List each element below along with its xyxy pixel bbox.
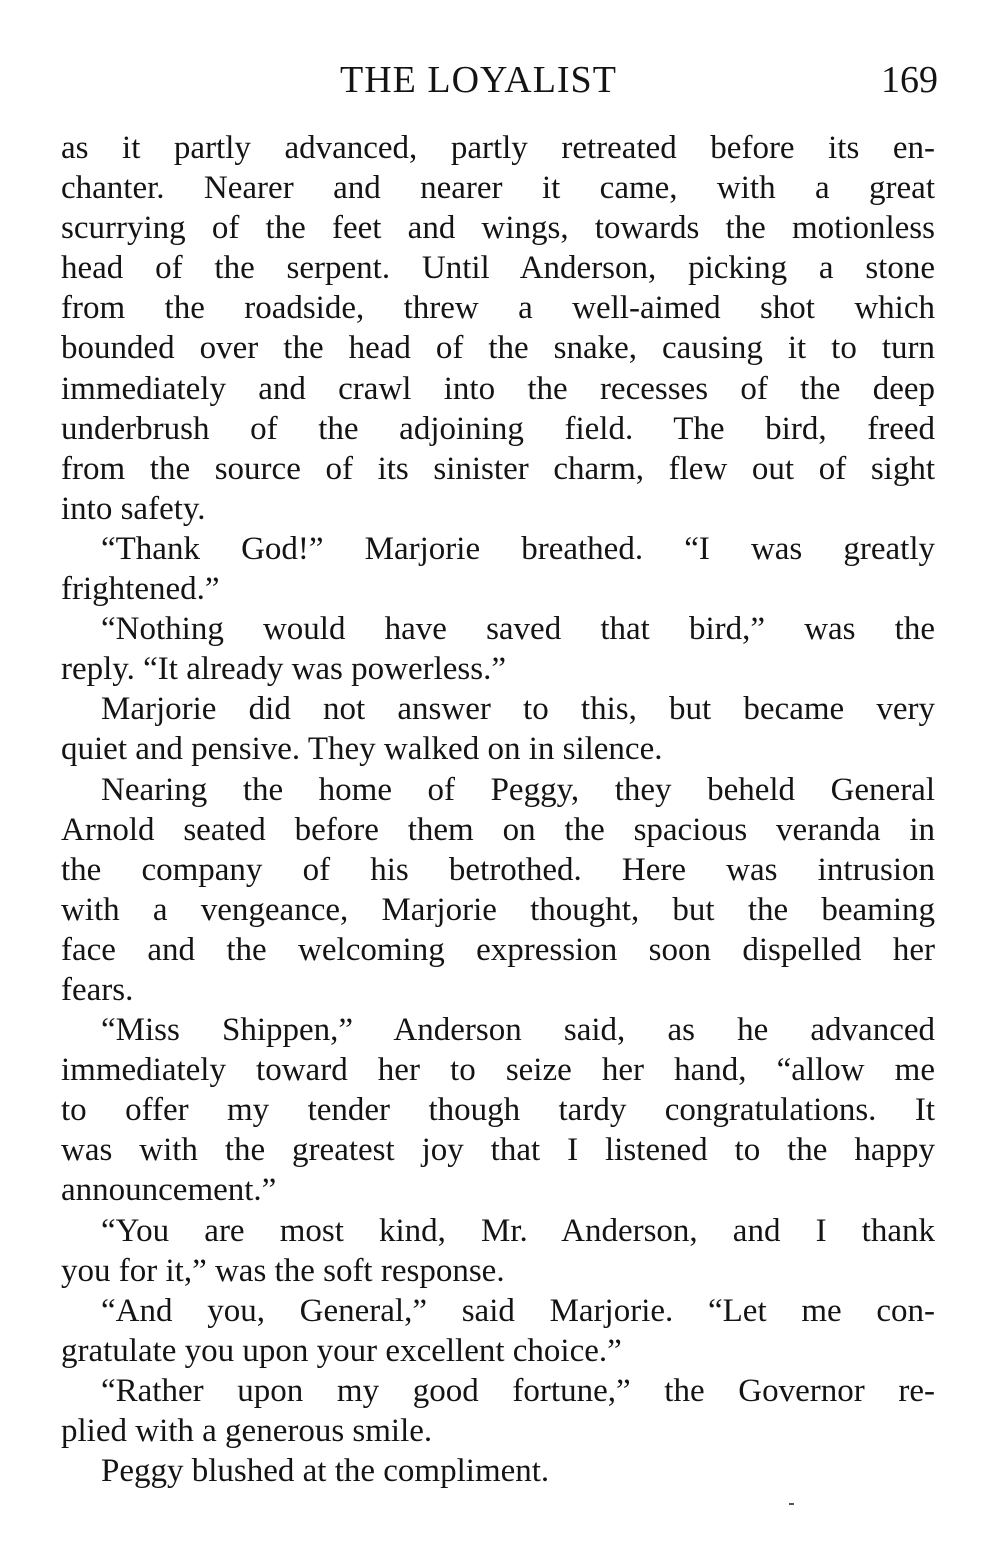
text-line: chanter. Nearer and nearer it came, with a great [61,170,935,207]
text-line: announcement.” [61,1172,277,1209]
running-title: THE LOYALIST [340,59,617,101]
text-line: “Rather upon my good fortune,” the Governor re- [101,1372,935,1409]
text-line: to offer my tender though tardy congratulations. It [61,1092,935,1129]
text-line: immediately and crawl into the recesses of the deep [61,370,935,407]
text-line: “Thank God!” Marjorie breathed. “I was greatly [101,530,935,567]
text-line: “Miss Shippen,” Anderson said, as he advanced [101,1012,935,1049]
text-line: was with the greatest joy that I listened to the happy [61,1132,935,1169]
text-line: from the source of its sinister charm, flew out of sight [61,450,935,487]
page-number: 169 [881,59,938,101]
text-line: face and the welcoming expression soon dispelled her [61,931,935,968]
text-line: “And you, General,” said Marjorie. “Let me con- [101,1292,935,1329]
text-line: bounded over the head of the snake, causing it to turn [61,330,935,367]
text-line: you for it,” was the soft response. [61,1252,505,1289]
text-line: plied with a generous smile. [61,1413,433,1449]
text-line: reply. “It already was powerless.” [61,651,507,688]
text-line: head of the serpent. Until Anderson, picking a stone [61,250,935,287]
text-line: frightened.” [61,571,220,608]
text-line: the company of his betrothed. Here was intrusion [61,851,935,888]
text-line: quiet and pensive. They walked on in silence. [61,731,663,768]
text-line: Arnold seated before them on the spacious veranda in [61,811,935,848]
text-line: underbrush of the adjoining field. The bird, freed [61,410,935,447]
text-line: Peggy blushed at the compliment. [101,1453,550,1490]
text-line: fears. [61,971,134,1008]
text-line: immediately toward her to seize her hand, “allow me [61,1052,935,1089]
text-line: scurrying of the feet and wings, towards the motionless [61,210,935,247]
text-line: Nearing the home of Peggy, they beheld General [101,771,935,808]
text-line: Marjorie did not answer to this, but became very [101,691,935,728]
text-line: gratulate you upon your excellent choice.” [61,1332,622,1369]
text-line: “You are most kind, Mr. Anderson, and I thank [101,1212,935,1249]
ink-speck [789,1503,794,1505]
body-text [61,128,935,1491]
text-line: from the roadside, threw a well-aimed shot which [61,290,935,327]
text-line: “Nothing would have saved that bird,” was the [101,611,935,648]
page-header [0,50,1000,110]
text-line: as it partly advanced, partly retreated before its en- [61,130,935,166]
text-line: with a vengeance, Marjorie thought, but the beaming [61,891,935,928]
text-line: into safety. [61,490,206,527]
